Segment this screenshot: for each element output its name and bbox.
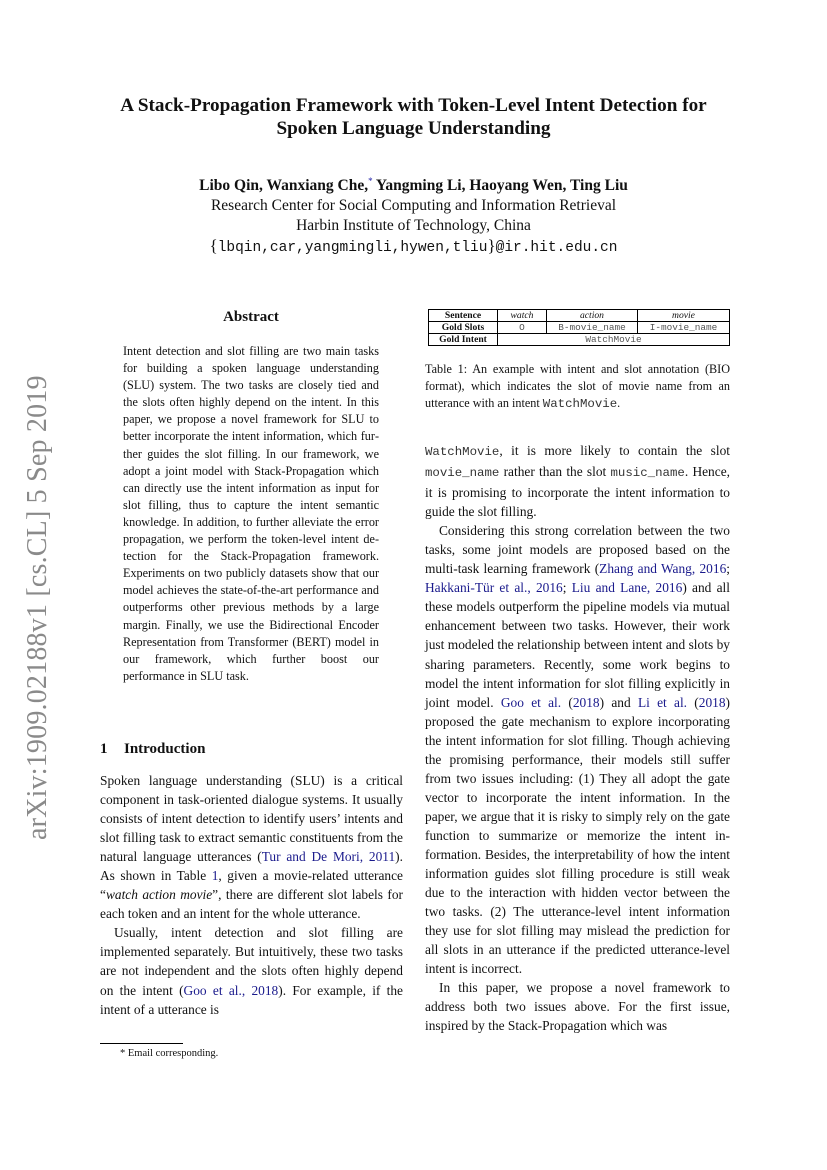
table-row-sentence bbox=[429, 310, 730, 322]
title-line-2: Spoken Language Understanding bbox=[276, 118, 551, 139]
citation-goo[interactable]: Goo et al. bbox=[500, 694, 562, 710]
author-emails bbox=[60, 236, 767, 258]
text: Spoken language understanding (SLU) is a critical component in task-oriented dialogue systems. It usually consists of intent detection to identify users’ intents and slot filling task to extract semantic constituents from the natural language utterances ( bbox=[100, 773, 403, 865]
citation-goo-year[interactable]: 2018 bbox=[572, 694, 600, 710]
table-cell: watch bbox=[498, 310, 547, 322]
section-heading-introduction bbox=[100, 741, 205, 758]
table-row-gold-intent bbox=[429, 334, 730, 346]
code-slot: music_name bbox=[610, 466, 685, 481]
authors-rest: Yangming Li, Haoyang Wen, Ting Liu bbox=[372, 177, 628, 195]
row-header: Gold Intent bbox=[429, 334, 498, 346]
text: ). For example, if the intent of a utterance is bbox=[100, 982, 404, 1017]
citation-li-year[interactable]: 2018 bbox=[698, 694, 726, 710]
affiliation-1: Research Center for Social Computing and Information Retrieval bbox=[210, 197, 617, 215]
citation-li[interactable]: Li et al. bbox=[637, 694, 688, 710]
intro-paragraph-4 bbox=[425, 521, 730, 978]
table-row-gold-slots bbox=[429, 322, 730, 334]
code-intent: WatchMovie bbox=[542, 397, 618, 412]
citation-tur-demori[interactable]: Tur and De Mori, 2011 bbox=[261, 849, 396, 865]
text: ( bbox=[687, 694, 699, 710]
brace-close: } bbox=[487, 236, 496, 256]
table-cell: B-movie_name bbox=[547, 322, 638, 334]
footnote-rule bbox=[100, 1043, 183, 1044]
citation-goo-2018[interactable]: Goo et al., 2018 bbox=[183, 982, 279, 998]
text: ). As shown in Table bbox=[100, 849, 403, 884]
code-slot: movie_name bbox=[425, 466, 500, 481]
text: ( bbox=[561, 694, 573, 710]
text: Usually, intent detection and slot filling are implemented separately. But intuitively, these two tasks are not independent and the slots often highly depend on the intent ( bbox=[100, 925, 403, 998]
footnote-email: * Email corresponding. bbox=[120, 1048, 219, 1059]
author-block bbox=[60, 171, 767, 258]
table-1-caption bbox=[425, 361, 730, 414]
text: ; bbox=[726, 561, 730, 577]
example-utterance: watch action movie bbox=[105, 887, 213, 903]
table-cell: movie bbox=[638, 310, 730, 322]
author-names bbox=[60, 171, 767, 196]
citation-zhang-wang[interactable]: Zhang and Wang, 2016 bbox=[599, 561, 727, 577]
table-cell: WatchMovie bbox=[498, 334, 730, 346]
table-ref-1[interactable]: 1 bbox=[211, 868, 219, 884]
arxiv-stamp: arXiv:1909.02188v1 [cs.CL] 5 Sep 2019 bbox=[22, 375, 53, 840]
text: ”, there are different slot labels for each token and an intent for the whole utterance. bbox=[100, 887, 403, 922]
brace-open: { bbox=[209, 236, 218, 256]
text: , given a movie-related utterance “ bbox=[100, 868, 403, 903]
text: , it is more likely to contain the slot bbox=[499, 443, 730, 458]
table-cell: O bbox=[498, 322, 547, 334]
intro-left-column bbox=[100, 771, 403, 1019]
email-users: lbqin,car,yangmingli,hywen,tliu bbox=[217, 240, 488, 257]
authors-first: Libo Qin, Wanxiang Che, bbox=[199, 177, 369, 195]
intro-right-column bbox=[425, 441, 730, 1035]
table-1 bbox=[428, 309, 730, 346]
intro-paragraph-3 bbox=[425, 441, 730, 521]
abstract-heading: Abstract bbox=[223, 309, 279, 325]
paper-title bbox=[60, 94, 767, 140]
title-line-1: A Stack-Propagation Framework with Token-Level Intent Detection for bbox=[120, 95, 707, 116]
table-cell: I-movie_name bbox=[638, 322, 730, 334]
row-header: Sentence bbox=[429, 310, 498, 322]
citation-liu-lane[interactable]: Liu and Lane, 2016 bbox=[571, 580, 683, 596]
text: ) and bbox=[599, 694, 638, 710]
intro-paragraph-2 bbox=[100, 923, 403, 1018]
section-number: 1 bbox=[100, 741, 108, 757]
footnote-star-link[interactable]: * bbox=[368, 176, 373, 186]
text: Table 1: An example with intent and slot annotation (BIO format), which indicates the slot of movie name from an utterance with an intent bbox=[425, 362, 730, 411]
affiliation-2: Harbin Institute of Technology, China bbox=[296, 217, 531, 235]
row-header: Gold Slots bbox=[429, 322, 498, 334]
email-domain: @ir.hit.edu.cn bbox=[495, 240, 618, 257]
text: Considering this strong correlation between the two tasks, some joint models are proposed based on the multi-task learning framework ( bbox=[425, 523, 730, 577]
section-title: Introduction bbox=[124, 741, 206, 757]
text: ; bbox=[562, 580, 572, 596]
text: rather than the slot bbox=[499, 464, 611, 480]
code-intent: WatchMovie bbox=[425, 445, 500, 459]
table-cell: action bbox=[547, 310, 638, 322]
text: . Hence, it is promising to incorporate the intent information to guide the slot filling. bbox=[425, 464, 730, 520]
abstract-text: Intent detection and slot filling are two main tasks for building a spoken language understanding (SLU) system. The two tasks are closely tied and the slots often highly depend on the intent. In this paper, we propose a novel framework for SLU to better incorporate the intent information, which further guides the slot filling. In our framework, we adopt a joint model with Stack-Propagation which can directly use the intent information as input for slot filling, thus to capture the intent semantic knowledge. In addition, to further alleviate the error propagation, we perform the token-level intent detection for the Stack-Propagation framework. Experiments on two publicly datasets show that our model achieves the state-of-the-art performance and outperforms other previous methods by a large margin. Finally, we use the Bidirectional Encoder Representation from Transformer (BERT) model in our framework, which further boost our performance in SLU task. bbox=[123, 344, 379, 683]
intro-paragraph-5: In this paper, we propose a novel framework to address both two issues above. For the first issue, inspired by the Stack-Propagation which was bbox=[425, 980, 730, 1034]
text: ) proposed the gate mechanism to explore incorporating the intent information for slot filling. Though achieving the promising performance, their models still suffer from two issues including: (1) They all adopt the gate vector to incorporate the intent information. In the paper, we argue that it is risky to simply rely on the gate function to summarize or memorize the intent information. Besides, the interpretability of how the intent information guides slot filling procedure is still weak due to the interaction with hidden vector between the two tasks. (2) The utterance-level intent information they use for slot filling may mislead the prediction for all slots in an utterance if the predicted utterance-level intent is incorrect. bbox=[425, 694, 730, 977]
text: . bbox=[617, 396, 621, 411]
citation-hakkani-tur[interactable]: Hakkani-Tür et al., 2016 bbox=[425, 580, 563, 596]
text: ) and all these models outperform the pipeline models via mutual enhancement between two tasks. However, their work just modeled the relationship between intent and slots by sharing parameters. Recently, some work begins to model the intent information for slot filling explicitly in joint model. bbox=[425, 580, 730, 710]
intro-paragraph-1 bbox=[100, 771, 403, 923]
